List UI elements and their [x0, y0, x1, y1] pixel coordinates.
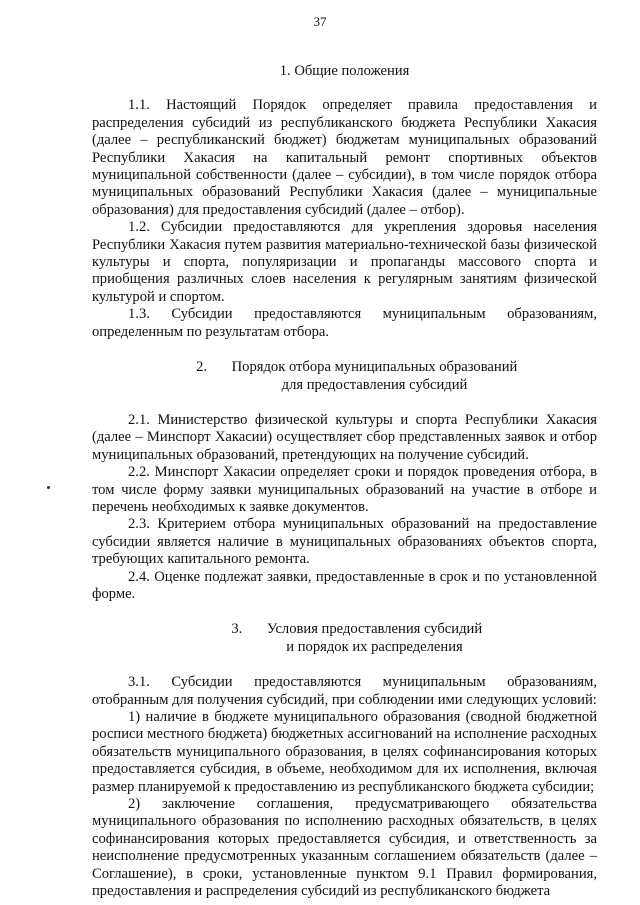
- section-3-number: 3.: [231, 621, 243, 638]
- section-2-title-line-1: Порядок отбора муниципальных образований: [231, 359, 518, 376]
- section-1-heading: [92, 63, 597, 80]
- paragraph-3-1-item-2: 2) заключение соглашения, предусматривающего обязательства муниципального образования по исполнению расходных обязательств, в целях софинансирования которых предоставляется субсидия, и ответственность за неисполнение предусмотренных указанным соглашением обязательств (далее – Соглашение), в сроки, установленные пунктом 9.1 Правил формирования, предоставления и распределения субсидий из республиканского бюджета: [92, 796, 597, 900]
- section-2-number: 2.: [196, 359, 208, 376]
- paragraph-2-1: 2.1. Министерство физической культуры и спорта Республики Хакасия (далее – Минспорт Хакасии) осуществляет сбор представленных заявок и отбор муниципальных образований, претендующих на получение субсидий.: [92, 411, 597, 463]
- section-3-heading: [92, 621, 597, 656]
- scan-speck: [47, 486, 50, 489]
- paragraph-1-3: 1.3. Субсидии предоставляются муниципальным образованиям, определенным по результатам отбора.: [92, 306, 597, 340]
- page-number: 37: [313, 14, 327, 29]
- paragraph-1-1: 1.1. Настоящий Порядок определяет правила предоставления и распределения субсидий из республиканского бюджета Республики Хакасия (далее – республиканский бюджет) бюджетам муниципальных образований Республики Хакасия на капитальный ремонт спортивных объектов муниципальной собственности (далее – субсидии), в том числе порядок отбора муниципальных образований Республики Хакасия (далее – муниципальные образования) для предоставления субсидий (далее – отбор).: [92, 97, 597, 218]
- paragraph-2-3: 2.3. Критерием отбора муниципальных образований на предоставление субсидии является наличие в муниципальных образованиях объектов спорта, требующих капитального ремонта.: [92, 516, 597, 568]
- paragraph-1-2: 1.2. Субсидии предоставляются для укрепления здоровья населения Республики Хакасия путем развития материально-технической базы физической культуры и спорта, популяризации и пропаганды массового спорта и приобщения различных слоев населения к регулярным занятиям физической культурой и спортом.: [92, 219, 597, 305]
- paragraph-2-4: 2.4. Оценке подлежат заявки, предоставленные в срок и по установленной форме.: [92, 568, 597, 602]
- section-3-title-line-2: и порядок их распределения: [286, 638, 463, 655]
- paragraph-3-1: 3.1. Субсидии предоставляются муниципальным образованиям, отобранным для получения субсидий, при соблюдении ими следующих условий:: [92, 674, 597, 708]
- paragraph-3-1-item-1: 1) наличие в бюджете муниципального образования (сводной бюджетной росписи местного бюджета) бюджетных ассигнований на исполнение расходных обязательств муниципального образования, в целях софинансирования которых предоставляется субсидия, в объеме, необходимом для их исполнения, включая размер планируемой к предоставлению из республиканского бюджета субсидии;: [92, 709, 597, 795]
- section-1-title: 1. Общие положения: [279, 63, 410, 79]
- section-2-heading: [92, 359, 597, 394]
- document-body: [92, 63, 597, 900]
- section-3-title-line-1: Условия предоставления субсидий: [266, 621, 483, 638]
- paragraph-2-2: 2.2. Минспорт Хакасии определяет сроки и порядок проведения отбора, в том числе форму заявки муниципальных образований на участие в отборе и перечень необходимых к заявке документов.: [92, 464, 597, 515]
- section-2-title-line-2: для предоставления субсидий: [281, 376, 468, 393]
